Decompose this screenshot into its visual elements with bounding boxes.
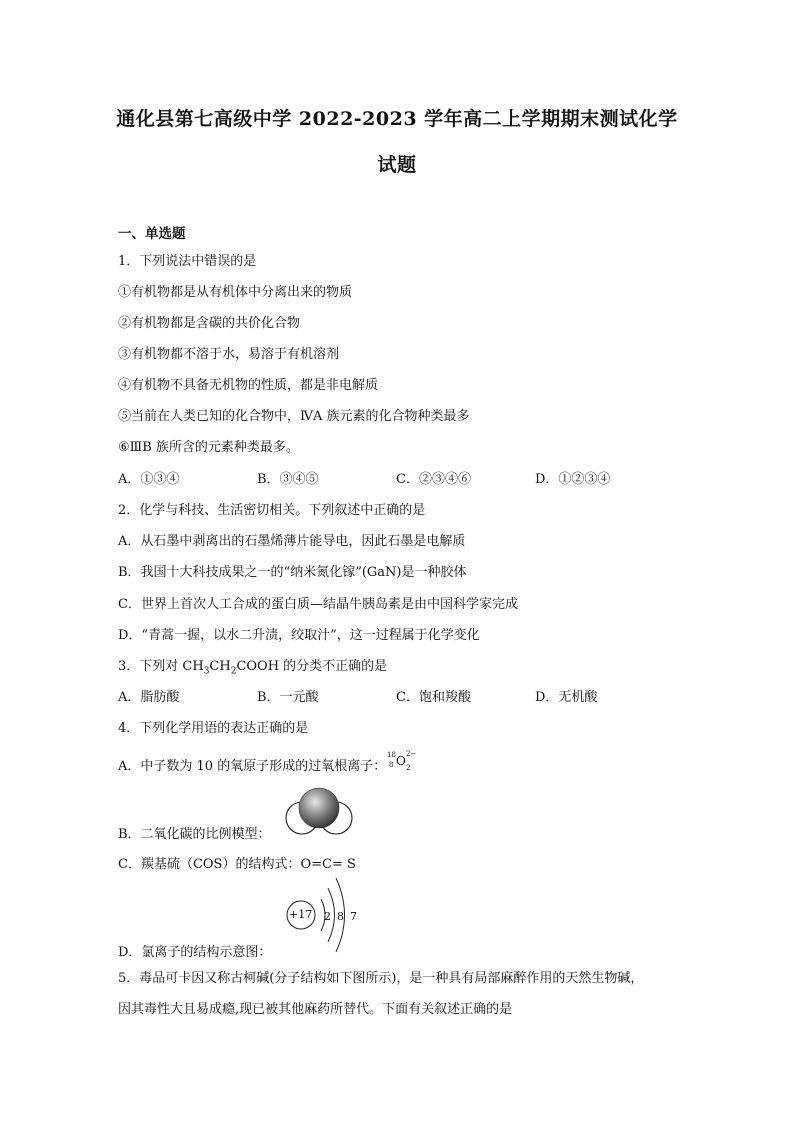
q1-statement: ①有机物都是从有机体中分离出来的物质	[118, 285, 353, 300]
q1-statement: ⑥ⅢB 族所含的元素种类最多。	[118, 440, 299, 455]
question-2-stem: 2．化学与科技、生活密切相关。下列叙述中正确的是	[118, 503, 426, 518]
question-1-stem: 1．下列说法中错误的是	[118, 254, 257, 269]
page-title: 通化县第七高级中学 2022-2023 学年高二上学期期末测试化学	[116, 108, 678, 130]
nucleus-charge: +17	[289, 908, 313, 921]
co2-space-filling-model	[283, 787, 355, 837]
q3-option-b: B．一元酸	[257, 690, 319, 705]
q1-statement: ⑤当前在人类已知的化合物中，ⅣA 族元素的化合物种类最多	[118, 409, 470, 424]
q1-option-a: A．①③④	[118, 472, 180, 487]
q4-option-c: C．羰基硫（COS）的结构式：O=C= S	[118, 857, 356, 872]
q2-option-c: C．世界上首次人工合成的蛋白质—结晶牛胰岛素是由中国科学家完成	[118, 597, 518, 612]
section-heading: 一、单选题	[118, 226, 186, 242]
question-3-stem: 3．下列对 $CH_3CH_2COOH$ 的分类不正确的是	[118, 659, 388, 677]
q3-option-a: A．脂肪酸	[118, 690, 180, 705]
q3-option-d: D．无机酸	[535, 690, 598, 705]
page-title-continued: 试题	[377, 154, 417, 176]
q4-option-d: D．氯离子的结构示意图：	[118, 945, 272, 960]
q3-option-c: C．饱和羧酸	[396, 690, 471, 705]
shell-electrons: 2	[324, 910, 331, 923]
peroxide-ion-formula: 18 8 O 2 2−	[387, 750, 417, 772]
chloride-structure-diagram	[283, 875, 363, 953]
q2-option-b: B．我国十大科技成果之一的“纳米氮化镓”(GaN)是一种胶体	[118, 565, 467, 580]
shell-electrons: 7	[350, 910, 357, 923]
q2-option-a: A．从石墨中剥离出的石墨烯薄片能导电，因此石墨是电解质	[118, 534, 466, 549]
q4-option-b: B．二氧化碳的比例模型：	[118, 827, 271, 842]
q1-option-c: C．②③④⑥	[396, 472, 471, 487]
q1-statement: ④有机物不具备无机物的性质，都是非电解质	[118, 378, 379, 393]
q1-statement: ②有机物都是含碳的共价化合物	[118, 316, 301, 331]
carbon-atom	[299, 788, 339, 828]
question-5-stem-line2: 因其毒性大且易成瘾,现已被其他麻药所替代。下面有关叙述正确的是	[118, 1002, 513, 1017]
q1-option-d: D．①②③④	[535, 472, 611, 487]
q1-statement: ③有机物都不溶于水，易溶于有机溶剂	[118, 347, 340, 362]
q1-option-b: B．③④⑤	[257, 472, 319, 487]
q2-option-d: D．“青蒿一握，以水二升渍，绞取汁”，这一过程属于化学变化	[118, 628, 480, 643]
question-5-stem-line1: 5．毒品可卡因又称古柯碱(分子结构如下图所示)，是一种具有局部麻醉作用的天然生物碱，	[118, 971, 644, 986]
shell-electrons: 8	[337, 910, 344, 923]
q4-option-a: A．中子数为 10 的氧原子形成的过氧根离子：	[118, 759, 387, 774]
question-4-stem: 4．下列化学用语的表达正确的是	[118, 721, 309, 736]
